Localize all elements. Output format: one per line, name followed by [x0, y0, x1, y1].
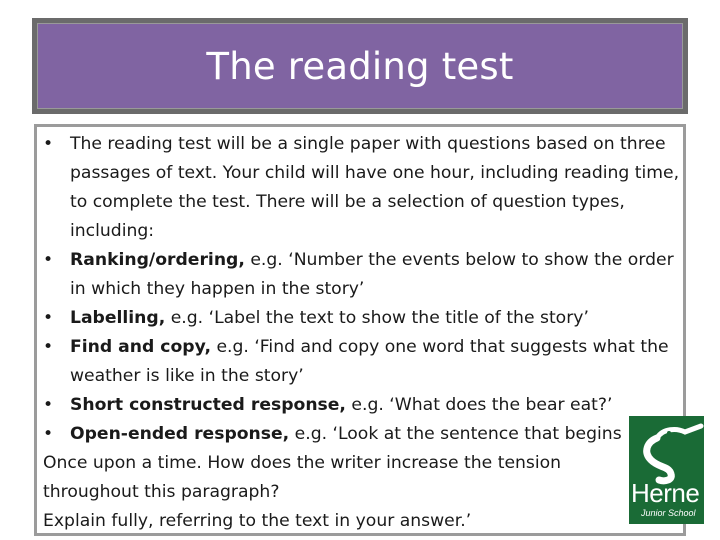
bullet-text: e.g. ‘Find and copy one word that suggests what the weather is like in the story’ [70, 337, 669, 386]
continuation-text: Explain fully, referring to the text in your answer.’ [43, 511, 472, 531]
bullet-dot: • [43, 337, 54, 357]
logo-subtitle: Junior School [641, 508, 696, 518]
bullet-bold-label: Find and copy, [70, 337, 211, 357]
bullet-dot: • [43, 424, 54, 444]
title-banner [32, 18, 688, 114]
bullet-text: e.g. ‘Label the text to show the title of the story’ [165, 308, 589, 328]
bullet-item [43, 246, 683, 304]
bullet-text: e.g. ‘What does the bear eat?’ [345, 395, 613, 415]
continuation-text: Once upon a time. How does the writer increase the tension throughout this paragraph? [43, 453, 562, 502]
bullet-bold-label: Ranking/ordering, [70, 250, 245, 270]
bullet-dot: • [43, 250, 54, 270]
slide-title: The reading test [206, 44, 514, 88]
bullet-text: e.g. ‘Look at the sentence that begins [289, 424, 622, 444]
bullet-text: The reading test will be a single paper with questions based on three passages of text. Your child will have one hour, including reading time, to complete the test. There will be a selection of question types, including: [70, 134, 680, 241]
bullet-item [43, 130, 683, 246]
bullet-item [43, 333, 683, 391]
bullet-item [43, 391, 683, 420]
bullet-item [43, 304, 683, 333]
bullet-bold-label: Open-ended response, [70, 424, 290, 444]
school-logo [629, 416, 704, 524]
bullet-dot: • [43, 308, 54, 328]
bullet-text: e.g. ‘Number the events below to show the order in which they happen in the story’ [70, 250, 674, 299]
bullet-bold-label: Short constructed response, [70, 395, 346, 415]
logo-name: Herne [631, 478, 700, 508]
bullet-dot: • [43, 395, 54, 415]
bullet-bold-label: Labelling, [70, 308, 166, 328]
bullet-dot: • [43, 134, 54, 154]
bullet-item [43, 420, 683, 449]
bullet-list [43, 130, 683, 449]
slide-body [43, 130, 683, 536]
